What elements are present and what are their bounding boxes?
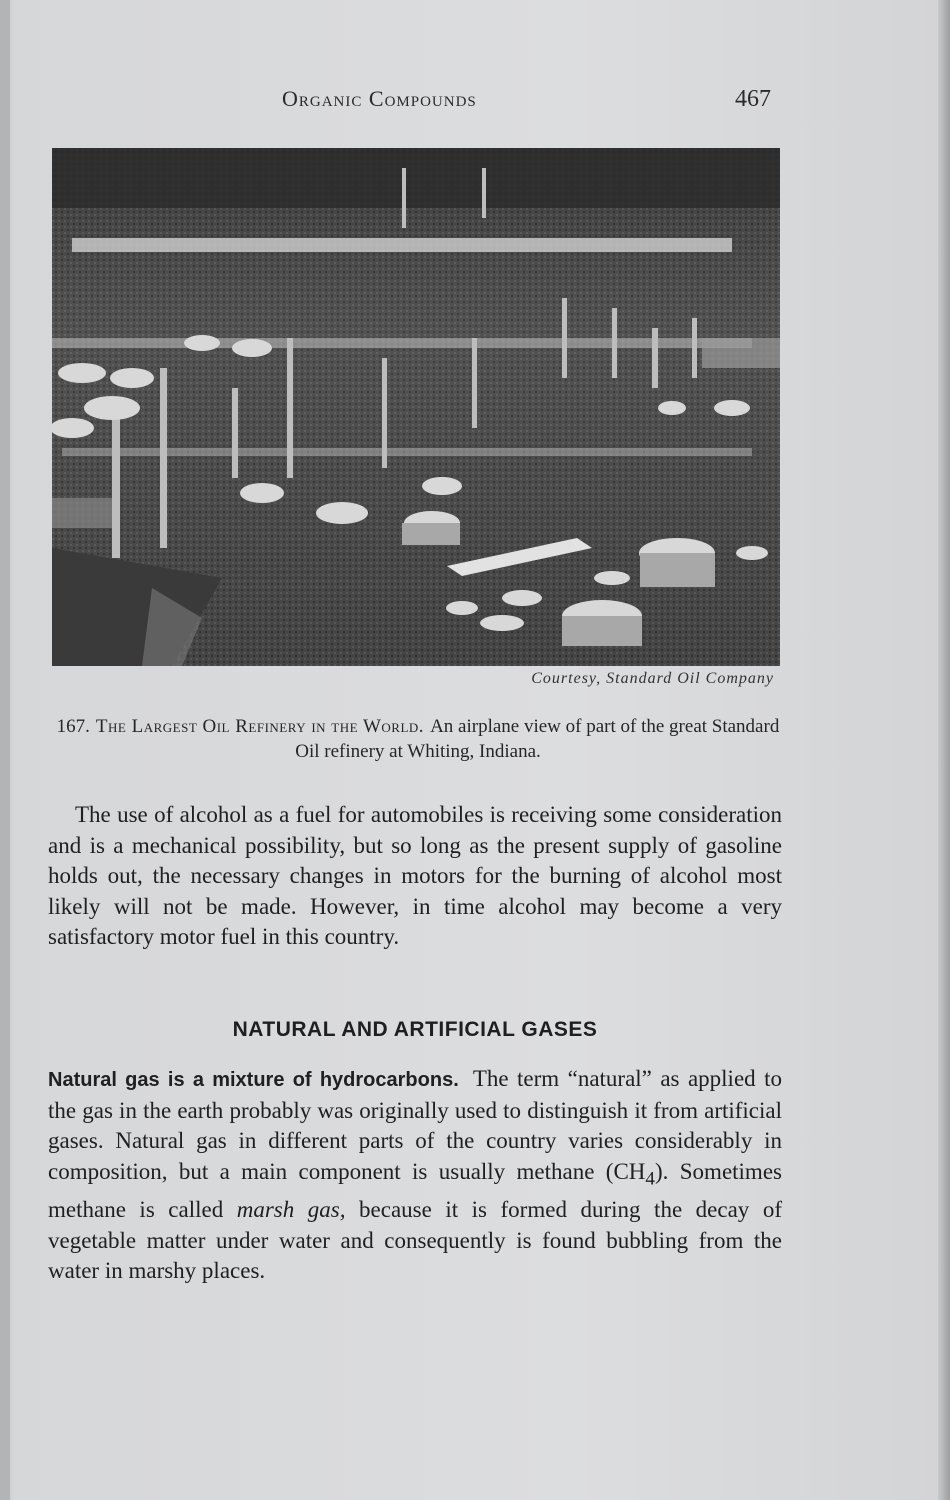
running-head: Organic Compounds (282, 86, 477, 111)
page-number: 467 (735, 86, 771, 112)
page-edge (938, 0, 950, 1500)
paragraph-text-c: because it is formed during the decay of vegetable matter under water and consequently is found bubbling from the water in marshy places. (48, 1196, 782, 1284)
page-spine-shadow (0, 0, 10, 1500)
figure-caption (48, 714, 788, 764)
paragraph-lead-in: Natural gas is a mixture of hydrocarbons. (48, 1069, 459, 1091)
methane-subscript: 4 (645, 1168, 655, 1190)
figure-title: The Largest Oil Refinery in the World. (95, 716, 425, 737)
refinery-aerial-photo-icon (52, 148, 780, 666)
figure-caption-text: An airplane view of part of the great Standard Oil refinery at Whiting, Indiana. (295, 716, 780, 762)
paragraph-natural-gas (48, 1064, 782, 1287)
paragraph-alcohol-fuel: The use of alcohol as a fuel for automobiles is receiving some consideration and is a mechanical possibility, but so long as the present supply of gasoline holds out, the necessary changes in motors for the burning of alcohol most likely will not be made. However, in time alcohol may become a very satisfactory motor fuel in this country. (48, 802, 782, 950)
marsh-gas-term: marsh gas, (236, 1196, 346, 1222)
section-heading: NATURAL AND ARTIFICIAL GASES (232, 1018, 598, 1041)
paragraph-text-b: ). Sometimes methane is called (48, 1158, 782, 1222)
photo-credit: Courtesy, Standard Oil Company (531, 670, 774, 687)
figure-number: 167. (56, 716, 90, 737)
refinery-photo (52, 148, 780, 666)
paragraph-text-a: The term “natural” as applied to the gas in the earth probably was originally used to distinguish it from artificial gases. Natural gas in different parts of the country varies considerably in composition, but a main component is usually methane (CH (48, 1066, 782, 1184)
